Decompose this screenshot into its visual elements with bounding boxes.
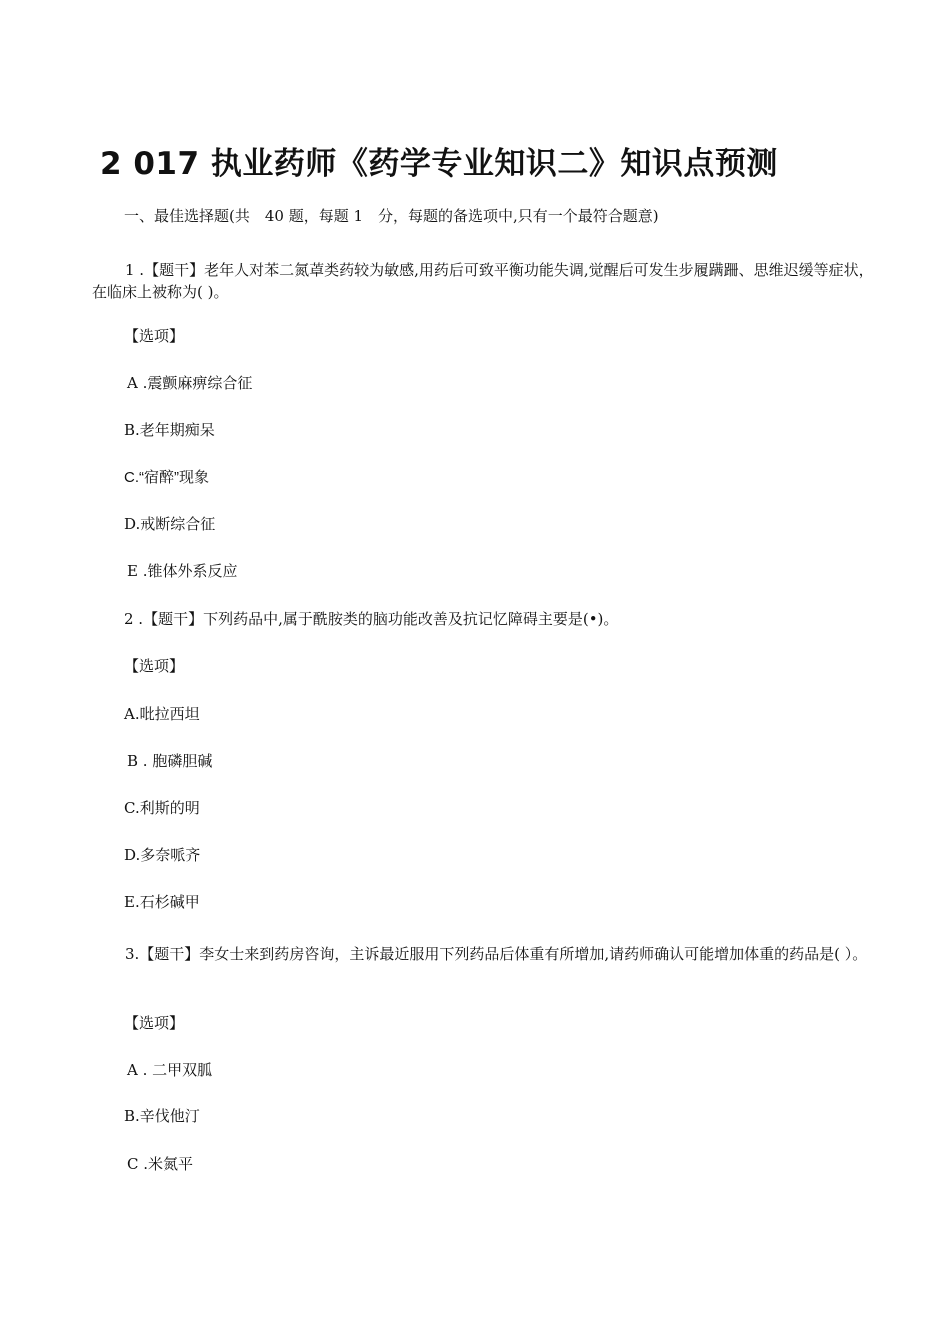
document-title: 2 017 执业药师《药学专业知识二》知识点预测 xyxy=(100,146,778,182)
question-1-option-c: C.“宿醉”现象 xyxy=(124,469,209,486)
question-2-option-c: C.利斯的明 xyxy=(124,799,200,817)
question-2-option-e: E.石杉碱甲 xyxy=(124,893,200,911)
question-2-option-b: B . 胞磷胆碱 xyxy=(127,752,213,770)
question-3-option-b: B.辛伐他汀 xyxy=(124,1107,200,1125)
question-2-option-a: A.吡拉西坦 xyxy=(124,705,200,723)
question-2-option-d: D.多奈哌齐 xyxy=(124,846,201,864)
question-3-stem: 3.【题干】李女士来到药房咨询，主诉最近服用下列药品后体重有所增加,请药师确认可能增加体重的药品是( ）。 xyxy=(125,945,868,963)
question-1-option-d: D.戒断综合征 xyxy=(124,515,216,533)
question-2-options-label: 【选项】 xyxy=(124,657,185,675)
question-3-options-label: 【选项】 xyxy=(124,1014,185,1032)
question-3-option-c: C .米氮平 xyxy=(127,1155,194,1173)
question-1-option-e: E .锥体外系反应 xyxy=(127,562,238,580)
question-3-option-a: A . 二甲双胍 xyxy=(127,1061,213,1079)
question-1-options-label: 【选项】 xyxy=(124,327,185,345)
question-1-option-a: A .震颤麻痹综合征 xyxy=(127,374,253,392)
section-heading: 一、最佳选择题(共 40 题，每题 1 分，每题的备选项中,只有一个最符合题意) xyxy=(124,207,659,225)
question-1-stem: 1 .【题干】老年人对苯二氮䓬类药较为敏感,用药后可致平衡功能失调,觉醒后可发生步履蹒跚、思维迟缓等症状，在临床上被称为( )。 xyxy=(92,261,874,301)
question-1-option-b: B.老年期痴呆 xyxy=(124,421,215,439)
question-2-stem: 2 .【题干】下列药品中,属于酰胺类的脑功能改善及抗记忆障碍主要是(•)。 xyxy=(124,610,619,628)
